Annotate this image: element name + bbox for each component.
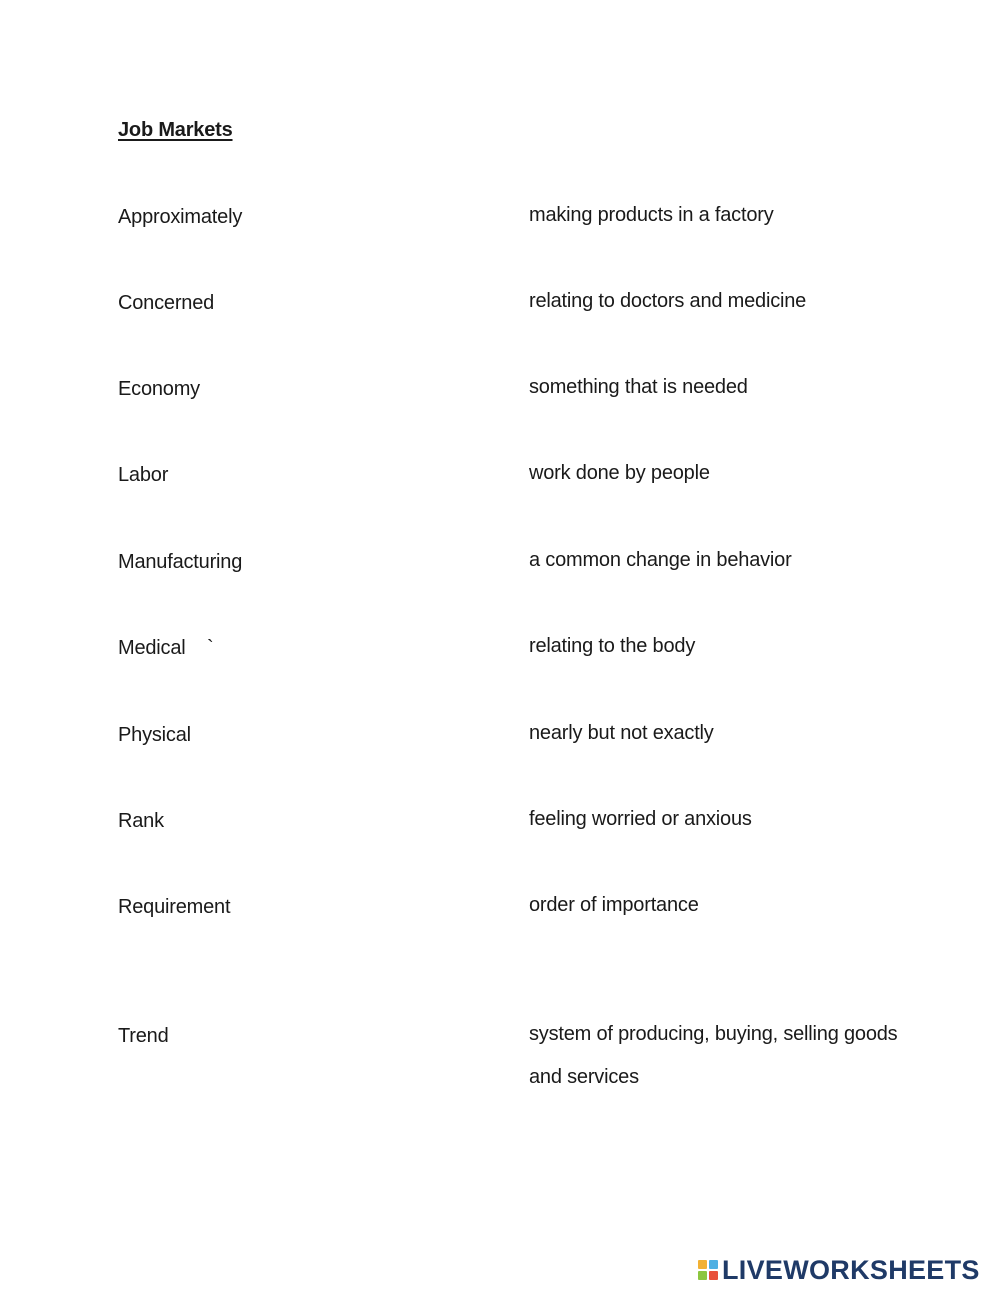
logo-square — [698, 1260, 707, 1269]
definition: something that is needed — [529, 376, 748, 398]
vocab-row — [0, 206, 1000, 236]
vocab-row — [0, 637, 1000, 667]
definition: feeling worried or anxious — [529, 808, 752, 830]
logo-wordmark: LIVEWORKSHEETS — [722, 1255, 980, 1285]
logo-square — [709, 1260, 718, 1269]
vocab-row — [0, 724, 1000, 754]
term: Economy — [118, 378, 200, 400]
definition: order of importance — [529, 894, 699, 916]
term: Labor — [118, 464, 169, 486]
definition: relating to the body — [529, 635, 696, 657]
logo-square — [709, 1271, 718, 1280]
term: Trend — [118, 1025, 169, 1047]
definition: relating to doctors and medicine — [529, 290, 807, 312]
term: Medical ` — [118, 637, 214, 659]
definition: system of producing, buying, selling goods and services — [529, 1023, 898, 1088]
term: Physical — [118, 724, 191, 746]
term: Requirement — [118, 896, 231, 918]
vocab-row — [0, 464, 1000, 494]
term: Approximately — [118, 206, 243, 228]
liveworksheets-logo — [698, 1255, 980, 1285]
definition: making products in a factory — [529, 204, 774, 226]
liveworksheets-logo-icon — [698, 1260, 718, 1280]
vocab-row — [0, 378, 1000, 408]
vocab-row — [0, 292, 1000, 322]
vocab-row — [0, 810, 1000, 840]
term: Manufacturing — [118, 551, 243, 573]
vocab-row — [0, 551, 1000, 581]
definition: nearly but not exactly — [529, 722, 714, 744]
term: Rank — [118, 810, 164, 832]
vocab-row — [0, 896, 1000, 926]
logo-square — [698, 1271, 707, 1280]
definition: work done by people — [529, 462, 710, 484]
term: Concerned — [118, 292, 215, 314]
vocab-row — [0, 1025, 1000, 1105]
page-title: Job Markets — [118, 119, 233, 141]
definition: a common change in behavior — [529, 549, 792, 571]
